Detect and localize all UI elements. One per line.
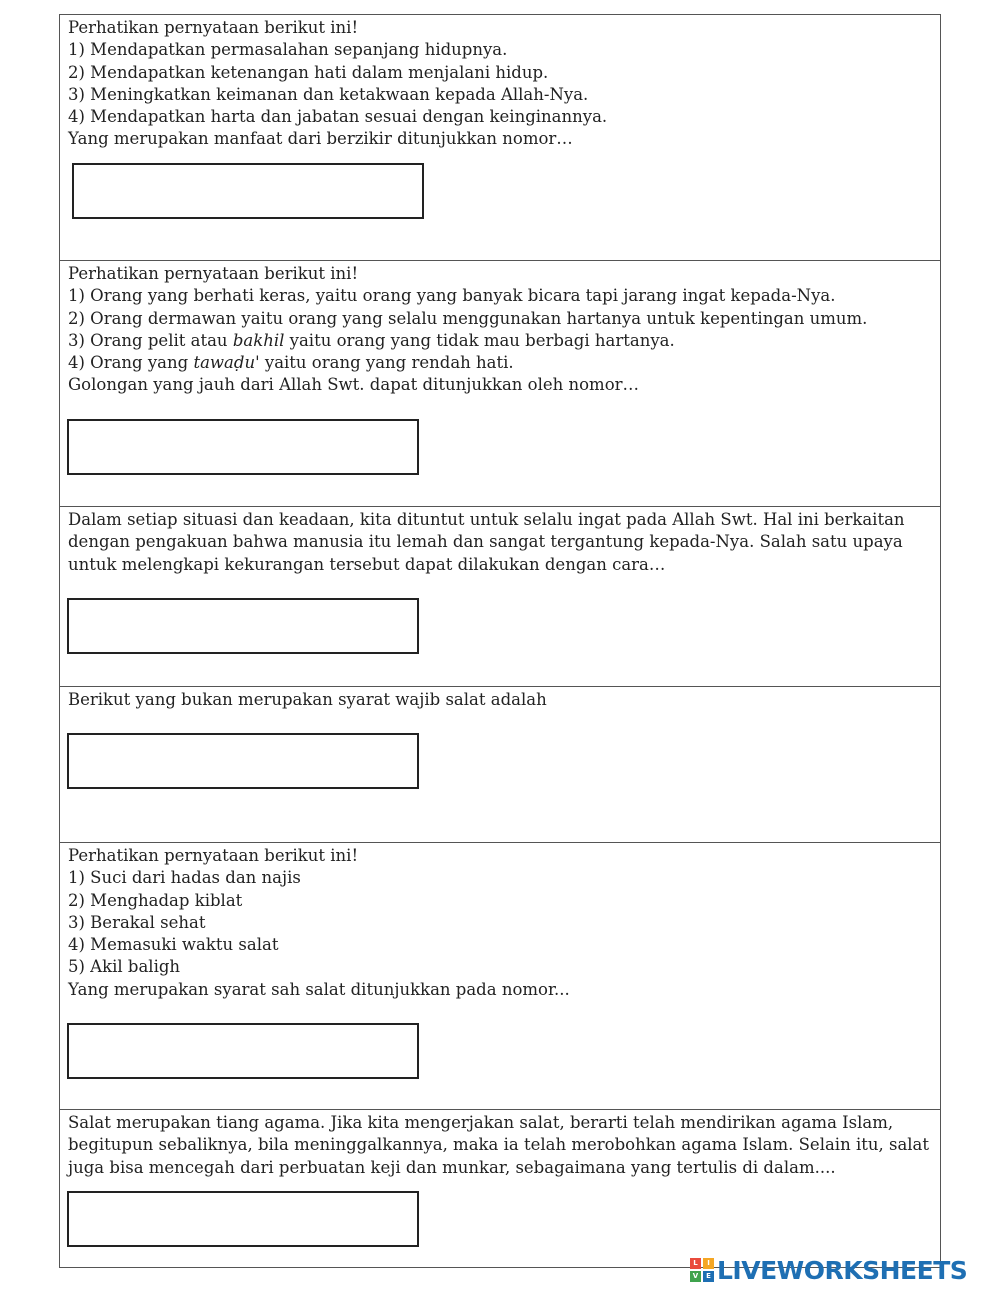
answer-input-2[interactable] — [69, 421, 417, 473]
statement-item: 4) Mendapatkan harta dan jabatan sesuai dengan keinginannya. — [68, 107, 608, 127]
statement-item: 1) Orang yang berhati keras, yaitu orang yang banyak bicara tapi jarang ingat kepada-Nya. — [68, 286, 836, 306]
statement-item: 2) Orang dermawan yaitu orang yang selalu menggunakan hartanya untuk kepentingan umum. — [68, 308, 868, 328]
question-paragraph: Berikut yang bukan merupakan syarat wajib salat adalah — [68, 690, 547, 709]
question-6-text — [68, 1112, 934, 1179]
statement-item: 4) Memasuki waktu salat — [68, 935, 279, 955]
question-2 — [60, 261, 940, 507]
question-6 — [60, 1110, 940, 1267]
question-5-text — [68, 845, 934, 1001]
answer-input-3[interactable] — [69, 600, 417, 652]
statement-item: 2) Menghadap kiblat — [68, 890, 243, 910]
question-intro: Perhatikan pernyataan berikut ini! — [68, 18, 359, 37]
question-3-text — [68, 509, 934, 576]
question-1-text — [68, 17, 934, 151]
logo-mark-letter: E — [703, 1271, 714, 1282]
answer-input-4[interactable] — [69, 735, 417, 787]
answer-input-6[interactable] — [69, 1193, 417, 1245]
answer-box-4[interactable] — [67, 733, 419, 789]
answer-box-1[interactable] — [72, 163, 424, 219]
liveworksheets-logo — [690, 1256, 967, 1284]
logo-mark-letter: L — [690, 1258, 701, 1269]
question-prompt: Yang merupakan syarat sah salat ditunjukkan pada nomor... — [68, 979, 570, 999]
question-3 — [60, 507, 940, 687]
statement-item: 1) Suci dari hadas dan najis — [68, 868, 301, 888]
answer-input-5[interactable] — [69, 1025, 417, 1077]
question-4 — [60, 687, 940, 843]
question-paragraph: Salat merupakan tiang agama. Jika kita mengerjakan salat, berarti telah mendirikan agama Islam, begitupun sebaliknya, bila meninggalkannya, maka ia telah merobohkan agama Islam. Selain itu, salat juga bisa mencegah dari perbuatan keji dan munkar, sebagaimana yang tertulis di dalam.... — [68, 1113, 930, 1177]
answer-box-2[interactable] — [67, 419, 419, 475]
worksheet — [59, 14, 941, 1268]
logo-mark-icon — [690, 1258, 714, 1282]
statement-item: 3) Orang pelit atau bakhil yaitu orang yang tidak mau berbagi hartanya. — [68, 330, 675, 350]
answer-input-1[interactable] — [74, 165, 422, 217]
answer-box-5[interactable] — [67, 1023, 419, 1079]
question-intro: Perhatikan pernyataan berikut ini! — [68, 846, 359, 865]
statement-item: 5) Akil baligh — [68, 957, 181, 977]
question-intro: Perhatikan pernyataan berikut ini! — [68, 264, 359, 283]
statement-item: 4) Orang yang tawaḍu' yaitu orang yang rendah hati. — [68, 353, 514, 373]
question-prompt: Yang merupakan manfaat dari berzikir ditunjukkan nomor… — [68, 129, 573, 149]
statement-item: 3) Meningkatkan keimanan dan ketakwaan kepada Allah-Nya. — [68, 84, 589, 104]
logo-mark-letter: I — [703, 1258, 714, 1269]
question-4-text — [68, 689, 934, 711]
question-2-text — [68, 263, 934, 397]
answer-box-6[interactable] — [67, 1191, 419, 1247]
statement-item: 3) Berakal sehat — [68, 912, 206, 932]
question-5 — [60, 843, 940, 1110]
statement-item: 2) Mendapatkan ketenangan hati dalam menjalani hidup. — [68, 62, 549, 82]
question-prompt: Golongan yang jauh dari Allah Swt. dapat ditunjukkan oleh nomor… — [68, 375, 640, 395]
logo-mark-letter: V — [690, 1271, 701, 1282]
answer-box-3[interactable] — [67, 598, 419, 654]
question-paragraph: Dalam setiap situasi dan keadaan, kita dituntut untuk selalu ingat pada Allah Swt. Hal ini berkaitan dengan pengakuan bahwa manusia itu lemah dan sangat tergantung kepada-Nya. Salah satu upaya untuk melengkapi kekurangan tersebut dapat dilakukan dengan cara… — [68, 510, 905, 574]
question-1 — [60, 15, 940, 261]
statement-item: 1) Mendapatkan permasalahan sepanjang hidupnya. — [68, 40, 508, 60]
logo-text: LIVEWORKSHEETS — [717, 1255, 968, 1285]
